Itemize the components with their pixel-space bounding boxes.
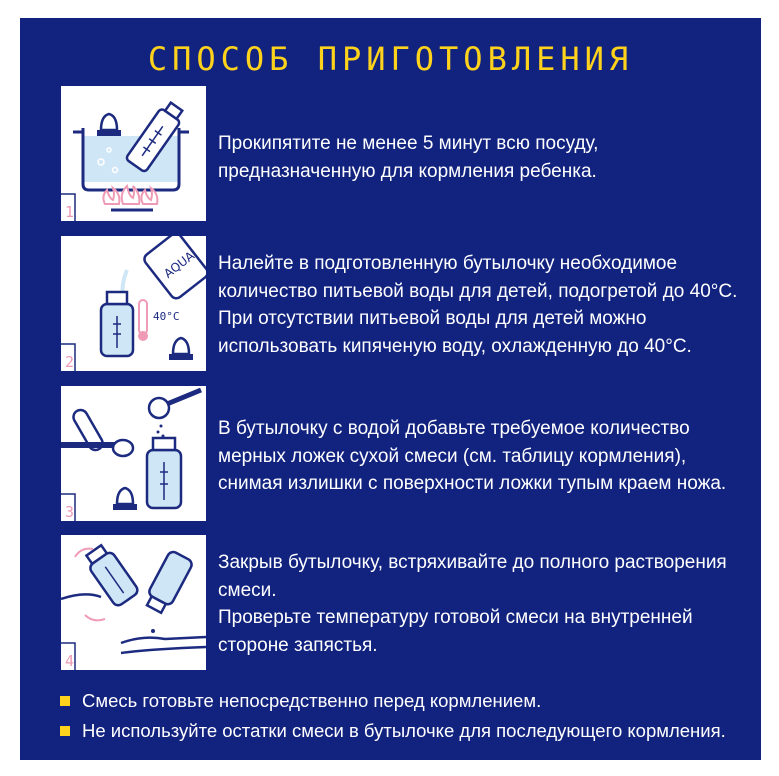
step-1-line: Прокипятите не менее 5 минут всю посуду, — [218, 133, 599, 154]
step-2-line: Налейте в подготовленную бутылочку необходимое — [218, 253, 678, 274]
step-4-line: Проверьте температуру готовой смеси на внутренней — [218, 607, 693, 628]
step-number: 3 — [65, 503, 75, 521]
note-text: Не используйте остатки смеси в бутылочке для последующего кормления. — [82, 720, 726, 741]
step-3-line: мерных ложек сухой смеси (см. таблицу кормления), — [218, 445, 687, 467]
step-3-line: снимая излишки с поверхности ложки тупым краем ножа. — [218, 473, 727, 494]
step-3-line: В бутылочку с водой добавьте требуемое количество — [218, 418, 690, 439]
step-1-line: предназначенную для кормления ребенка. — [218, 160, 597, 182]
shake-and-test-icon — [61, 535, 206, 670]
step-2-line: количество питьевой воды для детей, подогретой до 40°С. — [218, 280, 738, 302]
measuring-spoon-icon — [61, 386, 206, 521]
step-1-illustration — [61, 86, 206, 221]
step-number: 2 — [65, 353, 75, 371]
bullet-icon — [60, 696, 70, 706]
bottle-label: AQUA — [161, 248, 198, 281]
step-number: 4 — [65, 652, 75, 670]
boiling-pot-icon — [61, 86, 206, 221]
step-2-illustration — [61, 236, 206, 371]
notes-list — [60, 686, 750, 746]
step-number: 1 — [65, 203, 75, 221]
step-2-line: При отсутствии питьевой воды для детей можно — [218, 308, 647, 329]
step-4-illustration — [61, 535, 206, 670]
instructions-panel — [20, 18, 761, 760]
step-2-text — [218, 250, 748, 360]
note-item — [60, 716, 750, 746]
pour-water-icon — [61, 236, 206, 371]
step-3-illustration — [61, 386, 206, 521]
thermometer-label: 40°C — [153, 310, 180, 323]
step-4-line: стороне запястья. — [218, 634, 378, 656]
step-4-text — [218, 549, 748, 659]
note-item — [60, 686, 750, 716]
page-title: СПОСОБ ПРИГОТОВЛЕНИЯ — [147, 40, 634, 78]
step-2-line: использовать кипяченую воду, охлажденную до 40°С. — [218, 335, 692, 357]
step-1-text — [218, 130, 748, 185]
step-4-line: смеси. — [218, 579, 277, 601]
bullet-icon — [60, 726, 70, 736]
step-3-text — [218, 415, 748, 498]
note-text: Смесь готовьте непосредственно перед кормлением. — [82, 690, 542, 711]
step-4-line: Закрыв бутылочку, встряхивайте до полного растворения — [218, 552, 727, 573]
